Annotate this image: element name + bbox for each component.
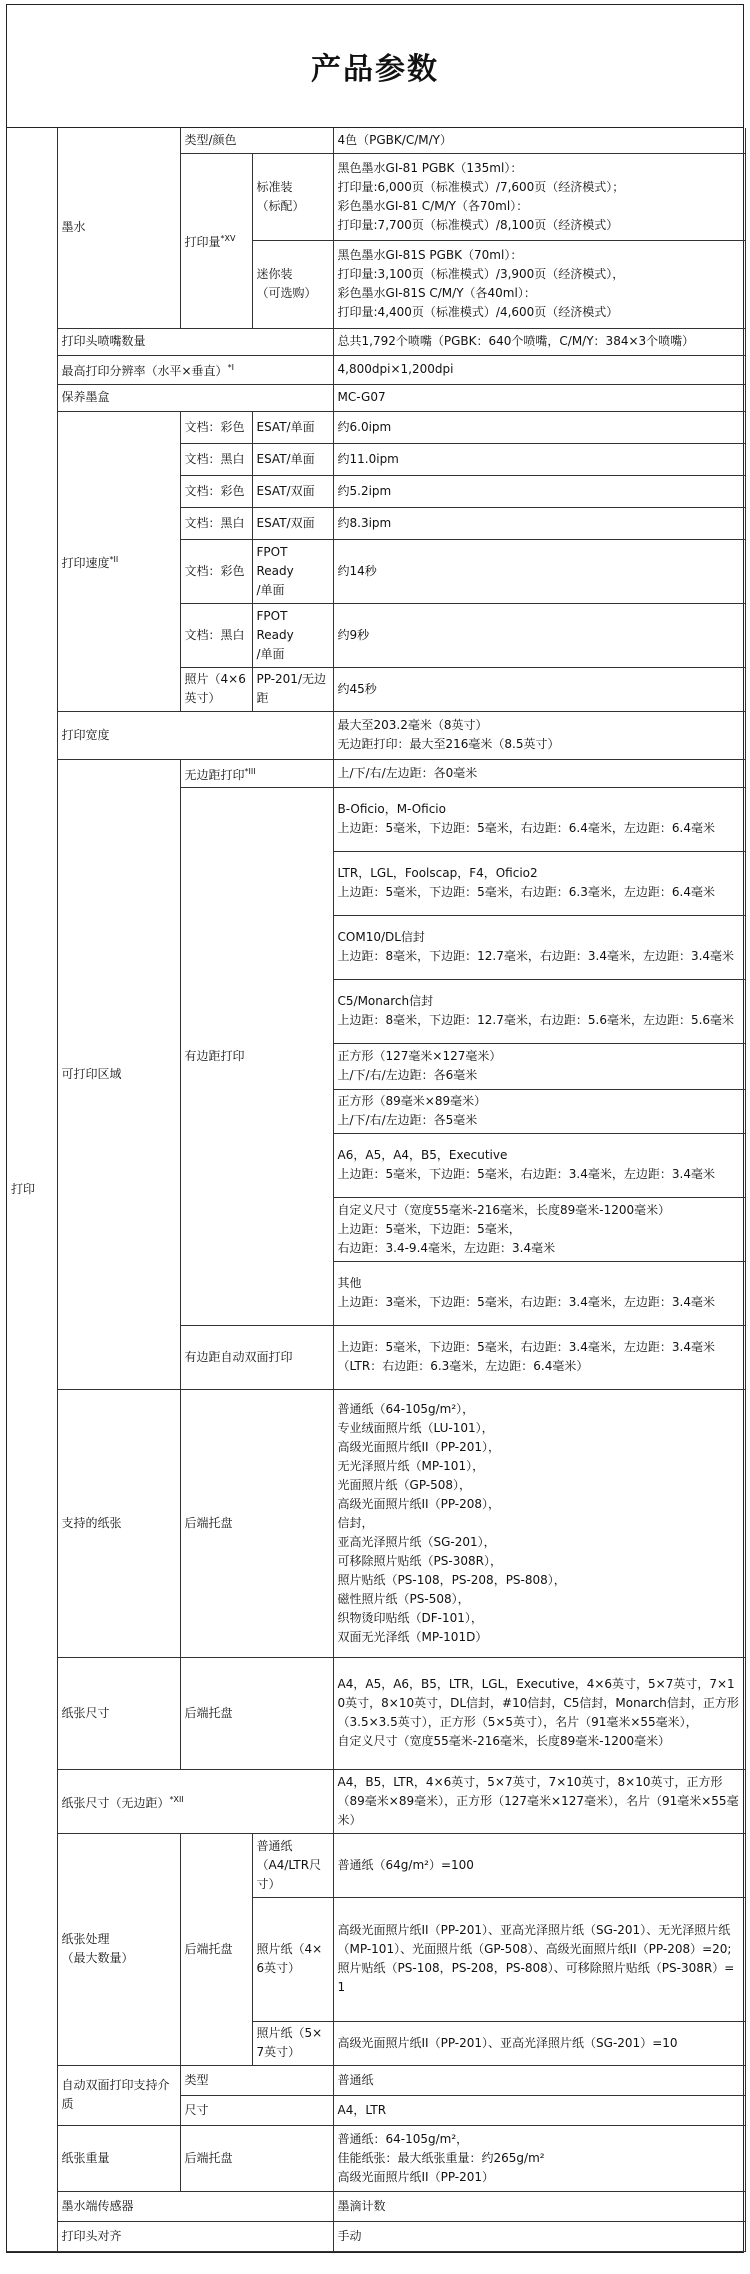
speed-value: 约11.0ipm — [333, 443, 745, 475]
borderless-label: 无边距打印$^{*III}$ — [180, 759, 333, 787]
mini-pack-label: 迷你装 （可选购） — [252, 240, 333, 328]
speed-value: 约6.0ipm — [333, 411, 745, 443]
speed-doc: 文档：黑白 — [180, 443, 252, 475]
maint-label: 保养墨盒 — [57, 384, 333, 411]
bordered-duplex-label: 有边距自动双面打印 — [180, 1325, 333, 1389]
margin-value: 自定义尺寸（宽度55毫米-216毫米，长度89毫米-1200毫米） 上边距：5毫米，下边距：5毫米， 右边距：3.4-9.4毫米，左边距：3.4毫米 — [333, 1197, 745, 1261]
margin-value: 正方形（127毫米×127毫米） 上/下/右/左边距：各6毫米 — [333, 1043, 745, 1089]
paper-size-nb-value: A4，B5，LTR，4×6英寸，5×7英寸，7×10英寸，8×10英寸，正方形（89毫米×89毫米），正方形（127毫米×127毫米），名片（91毫米×55毫米） — [333, 1769, 745, 1833]
maint-value: MC-G07 — [333, 384, 745, 411]
ink-sensor-label: 墨水端传感器 — [57, 2191, 333, 2221]
duplex-size-label: 尺寸 — [180, 2095, 333, 2125]
spec-table — [7, 128, 746, 2252]
speed-mode: ESAT/单面 — [252, 411, 333, 443]
borderless-value: 上/下/右/左边距：各0毫米 — [333, 759, 745, 787]
speed-value: 约8.3ipm — [333, 507, 745, 539]
media-tray: 后端托盘 — [180, 1389, 333, 1657]
head-align-value: 手动 — [333, 2221, 745, 2251]
paper-size-nb-label: 纸张尺寸（无边距）$^{*XII}$ — [57, 1769, 333, 1833]
print-width-label: 打印宽度 — [57, 711, 333, 759]
media-label: 支持的纸张 — [57, 1389, 180, 1657]
nozzles-label: 打印头喷嘴数量 — [57, 328, 333, 355]
plain-a4-label: 普通纸 （A4/LTR尺寸） — [252, 1833, 333, 1897]
std-pack-label: 标准装 （标配） — [252, 153, 333, 240]
std-pack-value: 黑色墨水GI-81 PGBK（135ml）： 打印量:6,000页（标准模式）/7,600页（经济模式）； 彩色墨水GI-81 C/M/Y（各70ml）： 打印量:7,700页（标准模式）/8,100页（经济模式） — [333, 153, 745, 240]
speed-label: 打印速度$^{*II}$ — [57, 411, 180, 711]
type-color-label: 类型/颜色 — [180, 128, 333, 153]
margin-value: COM10/DL信封 上边距：8毫米，下边距：12.7毫米，右边距：3.4毫米，左边距：3.4毫米 — [333, 915, 745, 979]
speed-mode: PP-201/无边距 — [252, 667, 333, 711]
bordered-duplex-value: 上边距：5毫米，下边距：5毫米，右边距：3.4毫米，左边距：3.4毫米 （LTR：右边距：6.3毫米，左边距：6.4毫米） — [333, 1325, 745, 1389]
duplex-size-value: A4，LTR — [333, 2095, 745, 2125]
speed-doc: 文档：彩色 — [180, 539, 252, 603]
speed-mode: ESAT/双面 — [252, 507, 333, 539]
paper-size-value: A4，A5，A6，B5，LTR，LGL，Executive，4×6英寸，5×7英寸，7×10英寸，8×10英寸，DL信封，#10信封，C5信封，Monarch信封，正方形（3.5×3.5英寸），正方形（5×5英寸），名片（91毫米×55毫米）， 自定义尺寸（宽度55毫米-216毫米，长度89毫米-1200毫米） — [333, 1657, 745, 1769]
photo-5x7-label: 照片纸（5×7英寸） — [252, 2021, 333, 2065]
weight-label: 纸张重量 — [57, 2125, 180, 2191]
speed-doc: 照片（4×6英寸） — [180, 667, 252, 711]
ink-label: 墨水 — [57, 128, 180, 328]
margin-value: B-Oficio，M-Oficio 上边距：5毫米，下边距：5毫米，右边距：6.4毫米，左边距：6.4毫米 — [333, 787, 745, 851]
weight-tray: 后端托盘 — [180, 2125, 333, 2191]
paper-size-tray: 后端托盘 — [180, 1657, 333, 1769]
duplex-media-label: 自动双面打印支持介质 — [57, 2065, 180, 2125]
max-res-value: 4,800dpi×1,200dpi — [333, 355, 745, 384]
nozzles-value: 总共1,792个喷嘴（PGBK：640个喷嘴，C/M/Y：384×3个喷嘴） — [333, 328, 745, 355]
speed-mode: FPOT Ready /单面 — [252, 539, 333, 603]
speed-doc: 文档：彩色 — [180, 475, 252, 507]
duplex-type-label: 类型 — [180, 2065, 333, 2095]
bordered-label: 有边距打印 — [180, 787, 333, 1325]
photo-5x7-value: 高级光面照片纸II（PP-201）、亚高光泽照片纸（SG-201）=10 — [333, 2021, 745, 2065]
margin-value: LTR，LGL，Foolscap，F4，Oficio2 上边距：5毫米，下边距：5毫米，右边距：6.3毫米，左边距：6.4毫米 — [333, 851, 745, 915]
speed-mode: ESAT/双面 — [252, 475, 333, 507]
speed-value: 约45秒 — [333, 667, 745, 711]
media-value: 普通纸（64-105g/m²）， 专业绒面照片纸（LU-101）， 高级光面照片纸II（PP-201）， 无光泽照片纸（MP-101）， 光面照片纸（GP-508）， 高级光面照片纸II（PP-208）， 信封， 亚高光泽照片纸（SG-201）， 可移除照片贴纸（PS-308R）， 照片贴纸（PS-108，PS-208，PS-808）， 磁性照片纸（PS-508）， 织物烫印贴纸（DF-101）， 双面无光泽纸（MP-101D） — [333, 1389, 745, 1657]
yield-label: 打印量$^{*XV}$ — [180, 153, 252, 328]
capacity-tray: 后端托盘 — [180, 1833, 252, 2065]
margin-value: 正方形（89毫米×89毫米） 上/下/右/左边距：各5毫米 — [333, 1089, 745, 1133]
margin-value: A6，A5，A4，B5，Executive 上边距：5毫米，下边距：5毫米，右边距：3.4毫米，左边距：3.4毫米 — [333, 1133, 745, 1197]
margin-value: C5/Monarch信封 上边距：8毫米，下边距：12.7毫米，右边距：5.6毫米，左边距：5.6毫米 — [333, 979, 745, 1043]
print-section-label: 打印 — [7, 128, 57, 2251]
spec-sheet — [6, 4, 744, 2253]
print-area-label: 可打印区域 — [57, 759, 180, 1389]
paper-size-label: 纸张尺寸 — [57, 1657, 180, 1769]
speed-doc: 文档：黑白 — [180, 507, 252, 539]
print-width-value: 最大至203.2毫米（8英寸） 无边距打印：最大至216毫米（8.5英寸） — [333, 711, 745, 759]
speed-doc: 文档：彩色 — [180, 411, 252, 443]
max-res-label: 最高打印分辨率（水平×垂直）$^{*I}$ — [57, 355, 333, 384]
mini-pack-value: 黑色墨水GI-81S PGBK（70ml）： 打印量:3,100页（标准模式）/3,900页（经济模式）， 彩色墨水GI-81S C/M/Y（各40ml）： 打印量:4,400页（标准模式）/4,600页（经济模式） — [333, 240, 745, 328]
weight-value: 普通纸：64-105g/m²， 佳能纸张：最大纸张重量：约265g/m² 高级光面照片纸II（PP-201） — [333, 2125, 745, 2191]
head-align-label: 打印头对齐 — [57, 2221, 333, 2251]
duplex-type-value: 普通纸 — [333, 2065, 745, 2095]
margin-value: 其他 上边距：3毫米，下边距：5毫米，右边距：3.4毫米，左边距：3.4毫米 — [333, 1261, 745, 1325]
speed-value: 约14秒 — [333, 539, 745, 603]
type-color-value: 4色（PGBK/C/M/Y） — [333, 128, 745, 153]
speed-doc: 文档：黑白 — [180, 603, 252, 667]
speed-mode: ESAT/单面 — [252, 443, 333, 475]
speed-mode: FPOT Ready /单面 — [252, 603, 333, 667]
speed-value: 约5.2ipm — [333, 475, 745, 507]
speed-value: 约9秒 — [333, 603, 745, 667]
plain-a4-value: 普通纸（64g/m²）=100 — [333, 1833, 745, 1897]
ink-sensor-value: 墨滴计数 — [333, 2191, 745, 2221]
capacity-label: 纸张处理 （最大数量） — [57, 1833, 180, 2065]
photo-4x6-value: 高级光面照片纸II（PP-201）、亚高光泽照片纸（SG-201）、无光泽照片纸（MP-101）、光面照片纸（GP-508）、高级光面照片纸II（PP-208）=20; 照片贴纸（PS-108，PS-208，PS-808）、可移除照片贴纸（PS-308R）=1 — [333, 1897, 745, 2021]
page-title: 产品参数 — [7, 5, 743, 128]
photo-4x6-label: 照片纸（4×6英寸） — [252, 1897, 333, 2021]
